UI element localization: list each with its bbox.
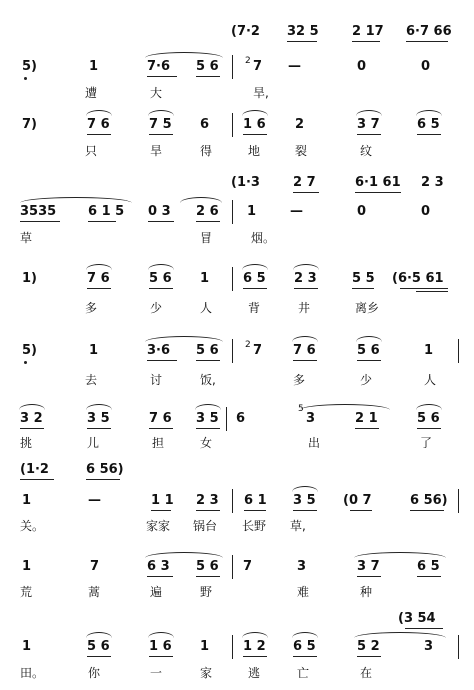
underline: [417, 134, 441, 135]
note: 7: [243, 559, 253, 574]
note: 7 6: [149, 411, 172, 426]
note: 2: [295, 117, 305, 132]
lyric: 草: [20, 231, 33, 245]
note: 2 3: [196, 493, 219, 508]
slur: [148, 110, 174, 116]
underline: [410, 510, 444, 511]
note: 7: [253, 59, 263, 74]
bar-line: [458, 339, 459, 363]
underline: [149, 134, 173, 135]
note: —: [288, 59, 301, 74]
underline: [148, 221, 174, 222]
note: 7·6: [147, 59, 171, 74]
upper-note: (7·2: [231, 24, 260, 39]
lyric: 离乡: [355, 301, 380, 315]
underline: [196, 510, 220, 511]
note: 1 1: [151, 493, 174, 508]
note: 7): [22, 117, 37, 132]
underline: [357, 360, 381, 361]
lyric: 草,: [290, 519, 306, 533]
underline: [293, 510, 317, 511]
bar-line: [232, 200, 233, 224]
note: 7: [253, 343, 263, 358]
note: 1: [89, 343, 99, 358]
lyric: 担: [152, 436, 165, 450]
note: 5): [22, 343, 37, 358]
note: 3 5: [196, 411, 219, 426]
note: 0: [421, 59, 431, 74]
slur: [148, 632, 174, 638]
slur: [356, 336, 382, 342]
upper-note: 6·1 61: [355, 175, 401, 190]
lyric: 只: [85, 144, 98, 158]
slur: [356, 110, 382, 116]
lyric: 荒: [20, 585, 33, 599]
lyric: 田。: [20, 666, 45, 680]
lyric: 多: [85, 301, 98, 315]
grace-note: 2: [245, 340, 251, 350]
lyric: 种: [360, 585, 373, 599]
slur: [145, 52, 223, 58]
note: 5 6: [196, 559, 219, 574]
underline: [350, 510, 372, 511]
lyric: 旱: [150, 144, 163, 158]
lyric: 裂: [295, 144, 308, 158]
note: 6 1 5: [88, 204, 125, 219]
underline: [20, 428, 44, 429]
note: 0: [357, 204, 367, 219]
lyric: 关。: [20, 519, 45, 533]
upper-note: (1·3: [231, 175, 260, 190]
note: 6 56): [410, 493, 448, 508]
lyric: 井: [298, 301, 311, 315]
underline: [196, 221, 220, 222]
slur: [20, 197, 132, 203]
lyric: 野: [200, 585, 213, 599]
note: 0: [357, 59, 367, 74]
upper-note: 32 5: [287, 24, 319, 39]
note: 6 5: [243, 271, 266, 286]
note: 3: [424, 639, 434, 654]
slur: [354, 552, 446, 558]
slur: [416, 404, 442, 410]
lyric: 了: [420, 436, 433, 450]
note: 1: [22, 559, 32, 574]
underline: [147, 360, 177, 361]
lyric: 人: [200, 301, 213, 315]
slur: [86, 110, 112, 116]
note: 0: [421, 204, 431, 219]
bar-line: [232, 267, 233, 291]
lyric: 遭: [85, 86, 98, 100]
underline: [287, 41, 317, 42]
underline: [417, 576, 441, 577]
underline: [87, 656, 111, 657]
note: 1: [424, 343, 434, 358]
slur: [86, 404, 112, 410]
note: 5 2: [357, 639, 380, 654]
note: 6 3: [147, 559, 170, 574]
bar-line: [226, 407, 227, 431]
slur: [242, 110, 268, 116]
lyric: 烟。: [251, 231, 276, 245]
lyric: 一: [150, 666, 163, 680]
lyric: 遍: [150, 585, 163, 599]
low-octave-dot: [24, 361, 27, 364]
lyric: 家: [200, 666, 213, 680]
lyric: 冒: [200, 231, 213, 245]
note: 1: [89, 59, 99, 74]
underline: [87, 288, 111, 289]
underline: [151, 510, 171, 511]
underline: [355, 192, 401, 193]
upper-note: 2 17: [352, 24, 384, 39]
note: 1: [22, 493, 32, 508]
note: 5 5: [352, 271, 375, 286]
bar-line: [232, 339, 233, 363]
note: 3 7: [357, 117, 380, 132]
underline: [416, 291, 448, 292]
note: 7 6: [293, 343, 316, 358]
note: 1 6: [243, 117, 266, 132]
note: 5 6: [417, 411, 440, 426]
note: 0 3: [148, 204, 171, 219]
slur: [195, 404, 221, 410]
note: 2 3: [294, 271, 317, 286]
underline: [196, 576, 220, 577]
underline: [293, 360, 317, 361]
slur: [300, 404, 390, 410]
note: 3 7: [357, 559, 380, 574]
note: 2 6: [196, 204, 219, 219]
note: 3535: [20, 204, 57, 219]
underline: [196, 428, 220, 429]
note: 3 5: [87, 411, 110, 426]
slur: [292, 486, 318, 492]
note: 6 5: [417, 559, 440, 574]
bar-line: [232, 555, 233, 579]
grace-note: 2: [245, 56, 251, 66]
lyric: 纹: [360, 144, 373, 158]
underline: [357, 656, 381, 657]
lyric: 大: [150, 86, 163, 100]
slur: [148, 264, 174, 270]
note: 5): [22, 59, 37, 74]
slur: [293, 264, 319, 270]
note: 5 6: [357, 343, 380, 358]
bar-line: [458, 489, 459, 513]
underline: [352, 288, 374, 289]
note: 1 2: [243, 639, 266, 654]
underline: [400, 288, 448, 289]
lyric: 地: [248, 144, 261, 158]
note: 6 5: [417, 117, 440, 132]
lyric: 得: [200, 144, 213, 158]
lyric: 少: [150, 301, 163, 315]
note: 6 5: [293, 639, 316, 654]
upper-note: 2 3: [421, 175, 444, 190]
underline: [294, 288, 318, 289]
slur: [86, 264, 112, 270]
underline: [87, 134, 111, 135]
slur: [19, 404, 45, 410]
underline: [147, 76, 177, 77]
underline: [352, 41, 380, 42]
lyric: 难: [297, 585, 310, 599]
underline: [417, 428, 441, 429]
underline: [87, 428, 111, 429]
slur: [416, 110, 442, 116]
lyric: 锅台: [193, 519, 218, 533]
underline: [357, 576, 381, 577]
note: 6: [200, 117, 210, 132]
underline: [88, 221, 116, 222]
underline: [406, 41, 448, 42]
underline: [357, 134, 381, 135]
note: 1: [22, 639, 32, 654]
low-octave-dot: [24, 77, 27, 80]
lyric: 少: [360, 373, 373, 387]
slur: [354, 632, 446, 638]
lyric: 长野: [242, 519, 267, 533]
upper-note: 6 56): [86, 462, 124, 477]
upper-note: (3 54: [398, 611, 436, 626]
underline: [149, 656, 173, 657]
lyric: 逃: [248, 666, 261, 680]
note: 7: [90, 559, 100, 574]
note: —: [290, 204, 303, 219]
underline: [243, 288, 267, 289]
note: 1: [200, 271, 210, 286]
slur: [242, 632, 268, 638]
note: 3 5: [293, 493, 316, 508]
slur: [145, 336, 223, 342]
note: 5 6: [196, 59, 219, 74]
underline: [147, 576, 173, 577]
lyric: 女: [200, 436, 213, 450]
slur: [180, 197, 222, 203]
underline: [355, 428, 379, 429]
underline: [243, 134, 267, 135]
underline: [149, 288, 173, 289]
note: 6 1: [244, 493, 267, 508]
underline: [196, 360, 220, 361]
lyric: 去: [85, 373, 98, 387]
note: 3·6: [147, 343, 171, 358]
lyric: 蒿: [88, 585, 101, 599]
lyric: 人: [424, 373, 437, 387]
lyric: 在: [360, 666, 373, 680]
underline: [86, 479, 120, 480]
note: —: [88, 493, 101, 508]
lyric: 家家: [146, 519, 171, 533]
note: 5 6: [196, 343, 219, 358]
note: 3: [306, 411, 316, 426]
note: 1 6: [149, 639, 172, 654]
note: 5 6: [149, 271, 172, 286]
underline: [149, 428, 173, 429]
underline: [20, 221, 60, 222]
note: 6: [236, 411, 246, 426]
note: 7 6: [87, 117, 110, 132]
lyric: 儿: [87, 436, 100, 450]
slur: [242, 264, 268, 270]
note: 7 5: [149, 117, 172, 132]
note: 5 6: [87, 639, 110, 654]
underline: [196, 76, 220, 77]
note: 1): [22, 271, 37, 286]
lyric: 你: [88, 666, 101, 680]
upper-note: 2 7: [293, 175, 316, 190]
lyric: 饭,: [200, 373, 216, 387]
underline: [405, 628, 443, 629]
underline: [244, 510, 266, 511]
slur: [86, 632, 112, 638]
note: 2 1: [355, 411, 378, 426]
bar-line: [232, 55, 233, 79]
lyric: 出: [308, 436, 321, 450]
note: (0 7: [343, 493, 372, 508]
grace-note: 5: [298, 404, 304, 414]
upper-note: (1·2: [20, 462, 49, 477]
bar-line: [232, 489, 233, 513]
lyric: 亡: [297, 666, 310, 680]
note: 1: [200, 639, 210, 654]
underline: [243, 656, 267, 657]
note: 1: [247, 204, 257, 219]
note: 3: [297, 559, 307, 574]
note: 7 6: [87, 271, 110, 286]
bar-line: [232, 113, 233, 137]
underline: [293, 192, 319, 193]
underline: [293, 656, 317, 657]
note: (6·5 61: [392, 271, 444, 286]
slur: [145, 552, 223, 558]
slur: [292, 632, 318, 638]
upper-note: 6·7 66: [406, 24, 452, 39]
slur: [292, 336, 318, 342]
lyric: 挑: [20, 436, 33, 450]
lyric: 旱,: [253, 86, 269, 100]
lyric: 多: [293, 373, 306, 387]
lyric: 讨: [150, 373, 163, 387]
lyric: 背: [248, 301, 261, 315]
bar-line: [232, 635, 233, 659]
note: 3 2: [20, 411, 43, 426]
bar-line: [458, 635, 459, 659]
underline: [20, 479, 54, 480]
